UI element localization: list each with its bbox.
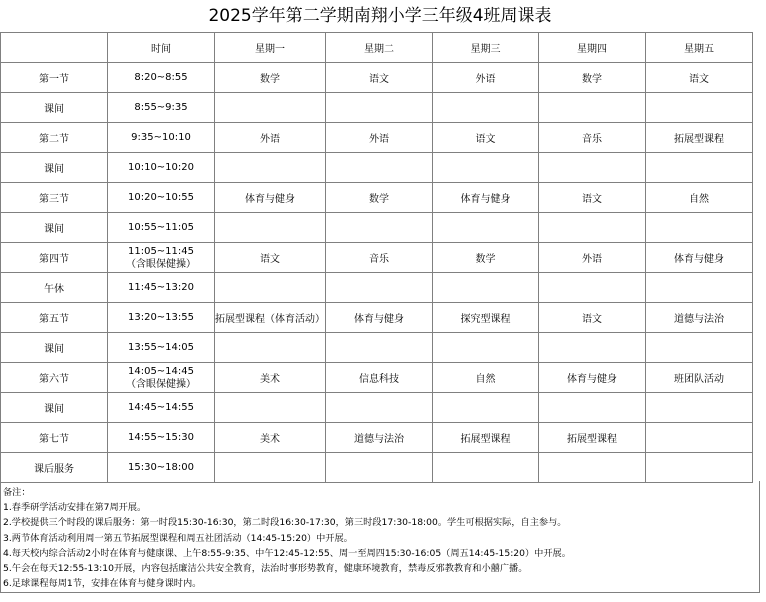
time-text: 11:45~13:20 [127,282,194,293]
wednesday-class-cell [433,273,539,303]
monday-class-cell [215,453,326,483]
schedule-row [1,183,753,213]
wednesday-class-cell [433,453,539,483]
schedule-row [1,423,753,453]
tuesday-class-cell: 体育与健身 [326,303,433,333]
time-cell [108,453,215,483]
tuesday-class-cell [326,273,433,303]
period-cell: 第四节 [1,243,108,273]
friday-class-cell [646,393,753,423]
schedule-row [1,273,753,303]
friday-class-cell: 语文 [646,63,753,93]
notes-heading: 备注： [3,487,31,498]
period-cell: 午休 [1,273,108,303]
period-cell: 课间 [1,213,108,243]
period-cell: 课后服务 [1,453,108,483]
tuesday-class-cell [326,93,433,123]
monday-class-cell: 外语 [215,123,326,153]
time-cell [108,303,215,333]
time-text: 8:20~8:55 [134,72,188,83]
friday-class-cell: 自然 [646,183,753,213]
monday-class-cell [215,333,326,363]
wednesday-class-cell [433,393,539,423]
tuesday-class-cell [326,333,433,363]
monday-class-cell: 美术 [215,363,326,393]
time-text: 14:55~15:30 [127,432,194,443]
note-line: 5.午会在每天12:55-13:10开展，内容包括廉洁公共安全教育，法治时事形势教育，健康环境教育，禁毒反邪教教育和小囍广播。 [3,562,528,574]
friday-class-cell: 拓展型课程 [646,123,753,153]
tuesday-class-cell [326,213,433,243]
thursday-class-cell [539,393,646,423]
schedule-row [1,393,753,423]
period-cell: 课间 [1,93,108,123]
thursday-class-cell: 语文 [539,183,646,213]
friday-class-cell [646,273,753,303]
time-text: （含眼保健操） [126,378,196,390]
time-cell [108,213,215,243]
wednesday-class-cell: 自然 [433,363,539,393]
wednesday-class-cell [433,333,539,363]
schedule-row [1,333,753,363]
time-header: 时间 [108,33,215,63]
tuesday-header: 星期二 [326,33,433,63]
monday-class-cell: 语文 [215,243,326,273]
time-cell [108,423,215,453]
period-cell: 课间 [1,393,108,423]
time-cell [108,363,215,393]
friday-class-cell [646,453,753,483]
time-text: 10:10~10:20 [127,162,194,173]
schedule-row [1,123,753,153]
schedule-row [1,303,753,333]
header-row [1,33,753,63]
notes-section [0,481,760,593]
wednesday-class-cell [433,153,539,183]
time-cell [108,93,215,123]
thursday-class-cell: 音乐 [539,123,646,153]
tuesday-class-cell: 语文 [326,63,433,93]
thursday-class-cell: 体育与健身 [539,363,646,393]
time-cell [108,153,215,183]
schedule-row [1,213,753,243]
period-cell: 课间 [1,333,108,363]
tuesday-class-cell: 道德与法治 [326,423,433,453]
monday-header: 星期一 [215,33,326,63]
wednesday-class-cell: 数学 [433,243,539,273]
schedule-row [1,363,753,393]
thursday-class-cell: 外语 [539,243,646,273]
wednesday-class-cell: 体育与健身 [433,183,539,213]
friday-class-cell [646,213,753,243]
period-cell: 第六节 [1,363,108,393]
friday-class-cell [646,333,753,363]
note-line: 6.足球课程每周1节，安排在体育与健身课时内。 [3,578,202,590]
note-line: 3.两节体育活动利用周一第五节拓展型课程和周五社团活动（14:45-15:20）中开展。 [3,532,353,544]
period-cell: 第七节 [1,423,108,453]
schedule-row [1,93,753,123]
thursday-class-cell: 数学 [539,63,646,93]
time-text: 9:35~10:10 [131,132,191,143]
monday-class-cell [215,213,326,243]
monday-class-cell: 美术 [215,423,326,453]
thursday-class-cell [539,273,646,303]
wednesday-class-cell: 外语 [433,63,539,93]
period-header [1,33,108,63]
wednesday-header: 星期三 [433,33,539,63]
period-cell: 课间 [1,153,108,183]
friday-class-cell [646,423,753,453]
friday-class-cell [646,93,753,123]
note-line: 2.学校提供三个时段的课后服务：第一时段15:30-16:30，第二时段16:30-17:30，第三时段17:30-18:00。学生可根据实际，自主参与。 [3,517,567,529]
wednesday-class-cell [433,213,539,243]
wednesday-class-cell: 语文 [433,123,539,153]
time-text: 15:30~18:00 [127,462,194,473]
monday-class-cell: 数学 [215,63,326,93]
schedule-row [1,63,753,93]
tuesday-class-cell [326,453,433,483]
schedule-title: 2025学年第二学期南翔小学三年级4班周课表 [208,6,552,26]
friday-class-cell: 道德与法治 [646,303,753,333]
time-text: 14:45~14:55 [127,402,194,413]
thursday-class-cell [539,333,646,363]
thursday-class-cell: 语文 [539,303,646,333]
thursday-header: 星期四 [539,33,646,63]
time-text: 10:55~11:05 [127,222,194,233]
time-cell [108,333,215,363]
schedule-row [1,243,753,273]
time-text: 13:20~13:55 [127,312,194,323]
time-text: 13:55~14:05 [127,342,194,353]
friday-class-cell: 班团队活动 [646,363,753,393]
tuesday-class-cell [326,393,433,423]
time-cell [108,273,215,303]
thursday-class-cell [539,453,646,483]
period-cell: 第一节 [1,63,108,93]
monday-class-cell [215,93,326,123]
thursday-class-cell [539,93,646,123]
period-cell: 第三节 [1,183,108,213]
time-cell [108,243,215,273]
timetable [0,32,753,483]
time-cell [108,123,215,153]
time-text: 14:05~14:45 [127,365,194,377]
tuesday-class-cell: 数学 [326,183,433,213]
monday-class-cell [215,273,326,303]
wednesday-class-cell: 拓展型课程 [433,423,539,453]
period-cell: 第二节 [1,123,108,153]
monday-class-cell [215,153,326,183]
period-cell: 第五节 [1,303,108,333]
thursday-class-cell [539,213,646,243]
sheet-bottom-edge [0,593,760,602]
tuesday-class-cell: 信息科技 [326,363,433,393]
note-line: 1.春季研学活动安排在第7周开展。 [3,502,147,514]
time-text: 10:20~10:55 [127,192,194,203]
time-cell [108,183,215,213]
thursday-class-cell: 拓展型课程 [539,423,646,453]
note-line: 4.每天校内综合活动2小时在体育与健康课、上午8:55-9:35、中午12:45-12:55、周一至周四15:30-16:05（周五14:45-15:20）中开展。 [3,547,571,559]
tuesday-class-cell: 外语 [326,123,433,153]
monday-class-cell: 体育与健身 [215,183,326,213]
friday-header: 星期五 [646,33,753,63]
monday-class-cell: 拓展型课程（体育活动） [215,303,326,333]
thursday-class-cell [539,153,646,183]
schedule-row [1,453,753,483]
tuesday-class-cell [326,153,433,183]
time-text: 8:55~9:35 [134,102,188,113]
friday-class-cell [646,153,753,183]
tuesday-class-cell: 音乐 [326,243,433,273]
wednesday-class-cell: 探究型课程 [433,303,539,333]
friday-class-cell: 体育与健身 [646,243,753,273]
time-text: （含眼保健操） [126,258,196,270]
time-text: 11:05~11:45 [127,245,194,257]
schedule-row [1,153,753,183]
time-cell [108,393,215,423]
monday-class-cell [215,393,326,423]
time-cell [108,63,215,93]
wednesday-class-cell [433,93,539,123]
